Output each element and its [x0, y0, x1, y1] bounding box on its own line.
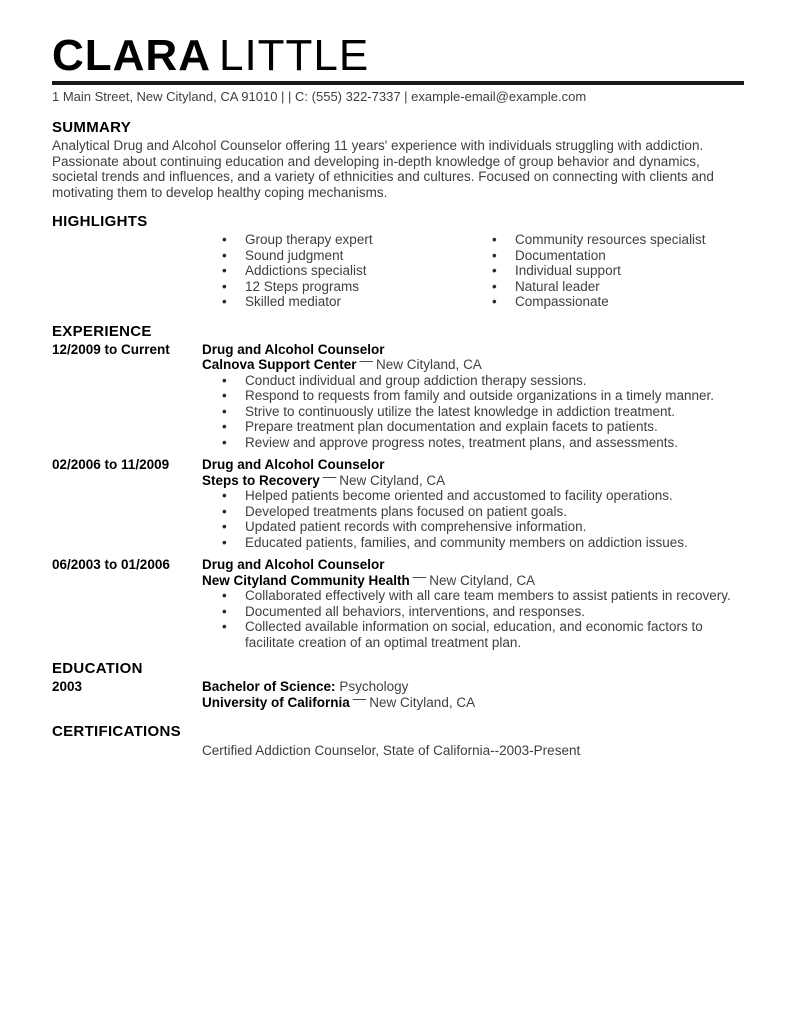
education-section: [52, 661, 742, 710]
job-bullet: [202, 535, 742, 551]
bullet-icon: •: [492, 278, 497, 294]
job-bullet-text: Helped patients become oriented and accustomed to facility operations.: [245, 488, 673, 503]
job-bullet-text: Conduct individual and group addiction therapy sessions.: [245, 372, 587, 388]
highlight-item: [472, 279, 742, 295]
candidate-first-name: CLARA: [52, 31, 211, 80]
job-bullet: [202, 435, 742, 451]
job-dates: 02/2006 to 11/2009: [52, 457, 170, 472]
job-bullet-text: Collaborated effectively with all care team members to assist patients in recovery.: [245, 588, 731, 603]
job-dates: 06/2003 to 01/2006: [52, 557, 170, 572]
job-bullet-text: Respond to requests from family and outside organizations in a timely manner.: [245, 388, 714, 403]
dash-separator: —: [352, 690, 367, 706]
bullet-icon: •: [222, 419, 227, 434]
bullet-icon: •: [222, 388, 227, 403]
bullet-icon: •: [222, 588, 227, 603]
job-company-line: [202, 568, 742, 589]
highlights-column-right: [472, 232, 742, 310]
experience-job: [52, 342, 742, 451]
job-details: [202, 557, 742, 650]
job-bullet: [202, 619, 742, 650]
highlight-item: [202, 279, 472, 295]
highlight-label: Documentation: [515, 247, 606, 263]
bullet-icon: •: [222, 232, 227, 247]
highlight-label: Community resources specialist: [515, 232, 706, 247]
education-entry: [52, 679, 742, 710]
job-bullet: [202, 519, 742, 535]
certifications-heading: CERTIFICATIONS: [52, 723, 181, 740]
candidate-name: [52, 31, 742, 80]
education-degree-line: [202, 679, 742, 695]
highlight-item: [202, 263, 472, 279]
resume-header: [52, 31, 742, 105]
experience-job: [52, 457, 742, 550]
job-bullet: [202, 488, 742, 504]
summary-text: Analytical Drug and Alcohol Counselor offering 11 years' experience with individuals struggling with addiction. Passionate about continuing education and developing in-depth knowledge of group behavior and dynamics, societal trends and influences, and a variety of ethnicities and cultures. Focused on connecting with clients and motivating them to develop healthy coping mechanisms.: [52, 138, 714, 200]
job-location: New Cityland, CA: [429, 572, 536, 588]
highlight-item: [202, 232, 472, 248]
job-bullet-list: [202, 373, 742, 451]
highlight-item: [472, 248, 742, 264]
bullet-icon: •: [492, 294, 497, 309]
highlights-section: [52, 214, 742, 310]
job-bullet: [202, 388, 742, 404]
highlight-item: [202, 248, 472, 264]
job-title: Drug and Alcohol Counselor: [202, 557, 385, 572]
bullet-icon: •: [222, 372, 227, 388]
school-location: New Cityland, CA: [369, 694, 476, 710]
job-bullet-text: Strive to continuously utilize the latest knowledge in addiction treatment.: [245, 403, 675, 419]
bullet-icon: •: [222, 434, 227, 450]
bullet-icon: •: [222, 294, 227, 309]
certification-item: Certified Addiction Counselor, State of California--2003-Present: [202, 743, 581, 758]
job-company-line: [202, 468, 742, 489]
candidate-last-name: LITTLE: [218, 31, 370, 80]
bullet-icon: •: [222, 503, 227, 519]
highlight-item: [472, 232, 742, 248]
degree-label: Bachelor of Science:: [202, 679, 336, 694]
bullet-icon: •: [222, 247, 227, 263]
contact-line: 1 Main Street, New Cityland, CA 91010 | | C: (555) 322-7337 | example-email@example.com: [52, 89, 587, 104]
bullet-icon: •: [222, 534, 227, 550]
bullet-icon: •: [222, 263, 227, 278]
bullet-icon: •: [222, 619, 227, 634]
education-details: [202, 679, 742, 710]
job-bullet: [202, 419, 742, 435]
bullet-icon: •: [222, 519, 227, 534]
job-bullet: [202, 373, 742, 389]
bullet-icon: •: [492, 232, 497, 247]
highlight-label: Natural leader: [515, 278, 600, 294]
highlight-item: [202, 294, 472, 310]
job-bullet-list: [202, 488, 742, 550]
job-bullet-text: Developed treatments plans focused on patient goals.: [245, 503, 567, 519]
dash-separator: —: [322, 468, 337, 484]
highlight-label: Skilled mediator: [245, 294, 342, 309]
highlight-item: [472, 263, 742, 279]
bullet-icon: •: [222, 278, 227, 294]
dash-separator: —: [412, 568, 427, 584]
job-bullet: [202, 504, 742, 520]
job-bullet-text: Updated patient records with comprehensive information.: [245, 519, 587, 534]
summary-heading: SUMMARY: [52, 119, 132, 136]
job-bullet-text: Review and approve progress notes, treatment plans, and assessments.: [245, 434, 678, 450]
job-bullet-text: Collected available information on social, education, and economic factors to facilitate creation of an optimal treatment plan.: [245, 619, 703, 650]
job-bullet: [202, 604, 742, 620]
job-location: New Cityland, CA: [376, 357, 482, 372]
job-title: Drug and Alcohol Counselor: [202, 341, 385, 357]
highlight-label: Sound judgment: [245, 247, 344, 263]
highlight-label: Compassionate: [515, 294, 609, 309]
experience-job: [52, 557, 742, 650]
experience-section: [52, 324, 742, 651]
bullet-icon: •: [492, 247, 497, 263]
highlights-column-left: [202, 232, 472, 310]
job-details: [202, 457, 742, 550]
job-bullet-text: Prepare treatment plan documentation and explain facets to patients.: [245, 419, 658, 434]
highlight-item: [472, 294, 742, 310]
job-location: New Cityland, CA: [339, 472, 446, 488]
education-heading: EDUCATION: [52, 660, 143, 677]
summary-section: [52, 120, 742, 200]
job-dates: 12/2009 to Current: [52, 341, 170, 357]
job-bullet-text: Documented all behaviors, interventions, and responses.: [245, 603, 585, 619]
bullet-icon: •: [222, 403, 227, 419]
highlights-heading: HIGHLIGHTS: [52, 213, 148, 230]
job-bullet-list: [202, 588, 742, 650]
job-bullet: [202, 588, 742, 604]
certifications-section: [52, 724, 742, 759]
highlight-label: Addictions specialist: [245, 263, 367, 278]
job-bullet-text: Educated patients, families, and community members on addiction issues.: [245, 534, 688, 550]
education-school-line: [202, 690, 742, 711]
highlight-label: Group therapy expert: [245, 232, 373, 247]
job-company: Calnova Support Center: [202, 357, 357, 372]
experience-heading: EXPERIENCE: [52, 322, 152, 340]
job-company: New Cityland Community Health: [202, 572, 410, 588]
bullet-icon: •: [222, 488, 227, 503]
degree-field: Psychology: [339, 679, 409, 694]
highlights-columns: [202, 232, 742, 310]
job-company: Steps to Recovery: [202, 472, 320, 488]
job-bullet: [202, 404, 742, 420]
job-title: Drug and Alcohol Counselor: [202, 457, 385, 472]
education-year: 2003: [52, 679, 83, 694]
bullet-icon: •: [492, 263, 497, 278]
header-divider: [52, 81, 744, 85]
highlight-label: 12 Steps programs: [245, 278, 360, 294]
job-details: [202, 342, 742, 451]
job-company-line: [202, 353, 742, 373]
bullet-icon: •: [222, 603, 227, 619]
school-name: University of California: [202, 694, 350, 710]
dash-separator: —: [359, 353, 374, 368]
highlight-label: Individual support: [515, 263, 621, 278]
